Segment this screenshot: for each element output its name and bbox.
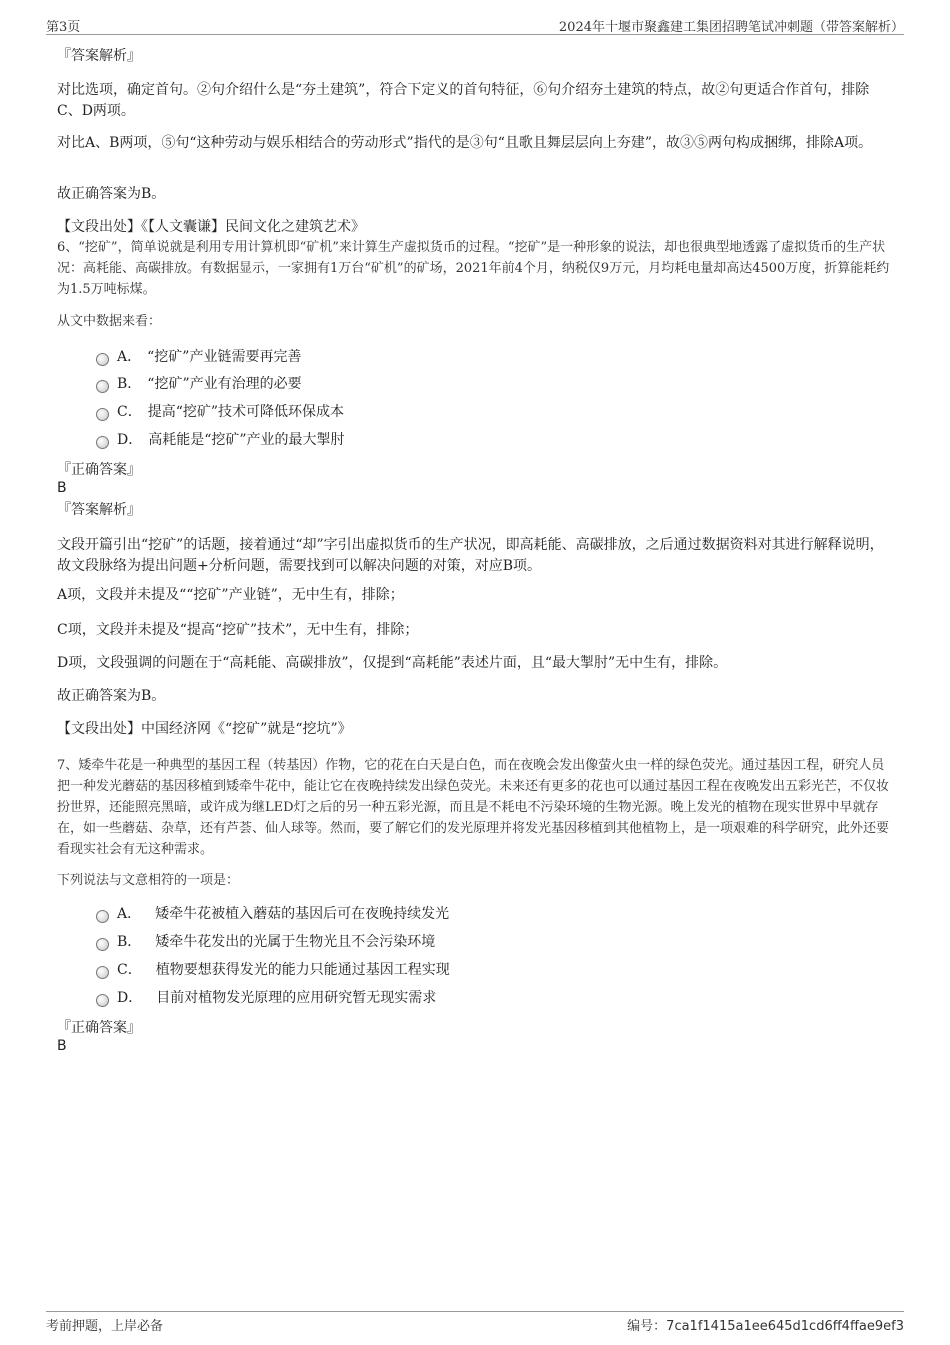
question-6-option-b[interactable] xyxy=(96,373,302,395)
correct-answer: B xyxy=(57,1038,67,1054)
footer-slogan: 考前押题，上岸必备 xyxy=(46,1319,164,1334)
radio-button[interactable] xyxy=(96,966,109,979)
analysis-paragraph: 文段开篇引出“挖矿”的话题，接着通过“却”字引出虚拟货币的生产状况，即高耗能、高碳排放，之后通过数据资料对其进行解释说明，故文段脉络为提出问题+分析问题，需要找到可以解决问题的对策，对应B项。 xyxy=(57,537,884,574)
option-letter: B． xyxy=(117,934,142,950)
question-6-option-c[interactable] xyxy=(96,401,344,423)
question-7-option-a[interactable] xyxy=(96,903,449,925)
code-label: 编号： xyxy=(627,1319,667,1334)
option-text: 目前对植物发光原理的应用研究暂无现实需求 xyxy=(156,990,437,1006)
correct-answer: B xyxy=(57,480,67,496)
option-text: 植物要想获得发光的能力只能通过基因工程实现 xyxy=(155,962,450,978)
question-6-text: 6、“挖矿”，简单说就是利用专用计算机即“矿机”来计算生产虚拟货币的过程。“挖矿”是一种形象的说法，却也很典型地透露了虚拟货币的生产状况：高耗能、高碳排放。有数据显示，一家拥有1万台“矿机”的矿场，2021年前4个月，纳税仅9万元，月均耗电量却高达4500万度，折算能耗约为1.5万吨标煤。 xyxy=(57,240,890,297)
option-letter: A． xyxy=(117,349,142,365)
analysis-paragraph: A项，文段并未提及““挖矿”产业链”，无中生有，排除； xyxy=(57,587,404,603)
radio-button[interactable] xyxy=(96,436,109,449)
option-text: 矮牵牛花被植入蘑菇的基因后可在夜晚持续发光 xyxy=(155,906,450,922)
option-letter: D． xyxy=(117,990,143,1006)
radio-button[interactable] xyxy=(96,353,109,366)
option-text: 提高“挖矿”技术可降低环保成本 xyxy=(147,404,345,420)
correct-answer-heading: 『正确答案』 xyxy=(57,462,141,478)
analysis-paragraph: C项，文段并未提及“提高“挖矿”技术”，无中生有，排除； xyxy=(57,622,419,638)
document-title: 2024年十堰市聚鑫建工集团招聘笔试冲刺题（带答案解析） xyxy=(558,20,904,35)
source-citation: 【文段出处】《【人文囊谦】民间文化之建筑艺术》 xyxy=(57,219,365,235)
analysis-conclusion: 故正确答案为B。 xyxy=(57,688,166,704)
analysis-conclusion: 故正确答案为B。 xyxy=(57,186,166,202)
question-6-prompt: 从文中数据来看： xyxy=(57,314,162,329)
code-value: 7ca1f1415a1ee645d1cd6ff4ffae9ef3 xyxy=(666,1319,904,1334)
question-6-option-a[interactable] xyxy=(96,346,301,368)
page-header xyxy=(46,14,904,35)
option-text: 高耗能是“挖矿”产业的最大掣肘 xyxy=(148,432,345,448)
page-footer xyxy=(46,1311,904,1334)
analysis-paragraph: D项，文段强调的问题在于“高耗能、高碳排放”，仅提到“高耗能”表述片面，且“最大掣肘”无中生有，排除。 xyxy=(57,655,728,671)
option-letter: C． xyxy=(117,404,142,420)
page-number: 第3页 xyxy=(46,20,81,35)
question-7-prompt: 下列说法与文意相符的一项是： xyxy=(57,873,240,888)
question-7-option-c[interactable] xyxy=(96,959,450,981)
option-text: “挖矿”产业有治理的必要 xyxy=(147,376,302,392)
analysis-paragraph: 对比选项，确定首句。②句介绍什么是“夯土建筑”，符合下定义的首句特征，⑥句介绍夯土建筑的特点，故②句更适合作首句，排除C、D两项。 xyxy=(57,82,870,119)
radio-button[interactable] xyxy=(96,994,109,1007)
option-text: 矮牵牛花发出的光属于生物光且不会污染环境 xyxy=(155,934,436,950)
analysis-heading: 『答案解析』 xyxy=(57,48,141,64)
question-7-text: 7、矮牵牛花是一种典型的基因工程（转基因）作物，它的花在白天是白色，而在夜晚会发出像萤火虫一样的绿色荧光。通过基因工程，研究人员把一种发光蘑菇的基因移植到矮牵牛花中，能让它在夜晚持续发出绿色荧光。未来还有更多的花也可以通过基因工程在夜晚发出五彩光芒，不仅妆扮世界，还能照亮黑暗，或许成为继LED灯之后的另一种五彩光源，而且是不耗电不污染环境的生物光源。晚上发光的植物在现实世界中早就存在，如一些蘑菇、杂草，还有芦荟、仙人球等。然而，要了解它们的发光原理并将发光基因移植到其他植物上，是一项艰难的科学研究，此外还要看现实社会有无这种需求。 xyxy=(57,758,890,857)
option-letter: A． xyxy=(117,906,142,922)
document-code xyxy=(627,1315,904,1334)
radio-button[interactable] xyxy=(96,408,109,421)
question-7-option-d[interactable] xyxy=(96,987,436,1009)
source-citation: 【文段出处】中国经济网《“挖矿”就是“挖坑”》 xyxy=(57,721,352,737)
option-letter: C． xyxy=(117,962,142,978)
analysis-heading: 『答案解析』 xyxy=(57,502,141,518)
question-7-option-b[interactable] xyxy=(96,931,435,953)
correct-answer-heading: 『正确答案』 xyxy=(57,1020,141,1036)
option-letter: B． xyxy=(117,376,142,392)
option-text: “挖矿”产业链需要再完善 xyxy=(147,349,302,365)
option-letter: D． xyxy=(117,432,143,448)
analysis-paragraph: 对比A、B两项，⑤句“这种劳动与娱乐相结合的劳动形式”指代的是③句“且歌且舞层层向上夯建”，故③⑤两句构成捆绑，排除A项。 xyxy=(57,135,873,151)
radio-button[interactable] xyxy=(96,910,109,923)
radio-button[interactable] xyxy=(96,380,109,393)
radio-button[interactable] xyxy=(96,938,109,951)
question-6-option-d[interactable] xyxy=(96,429,345,451)
